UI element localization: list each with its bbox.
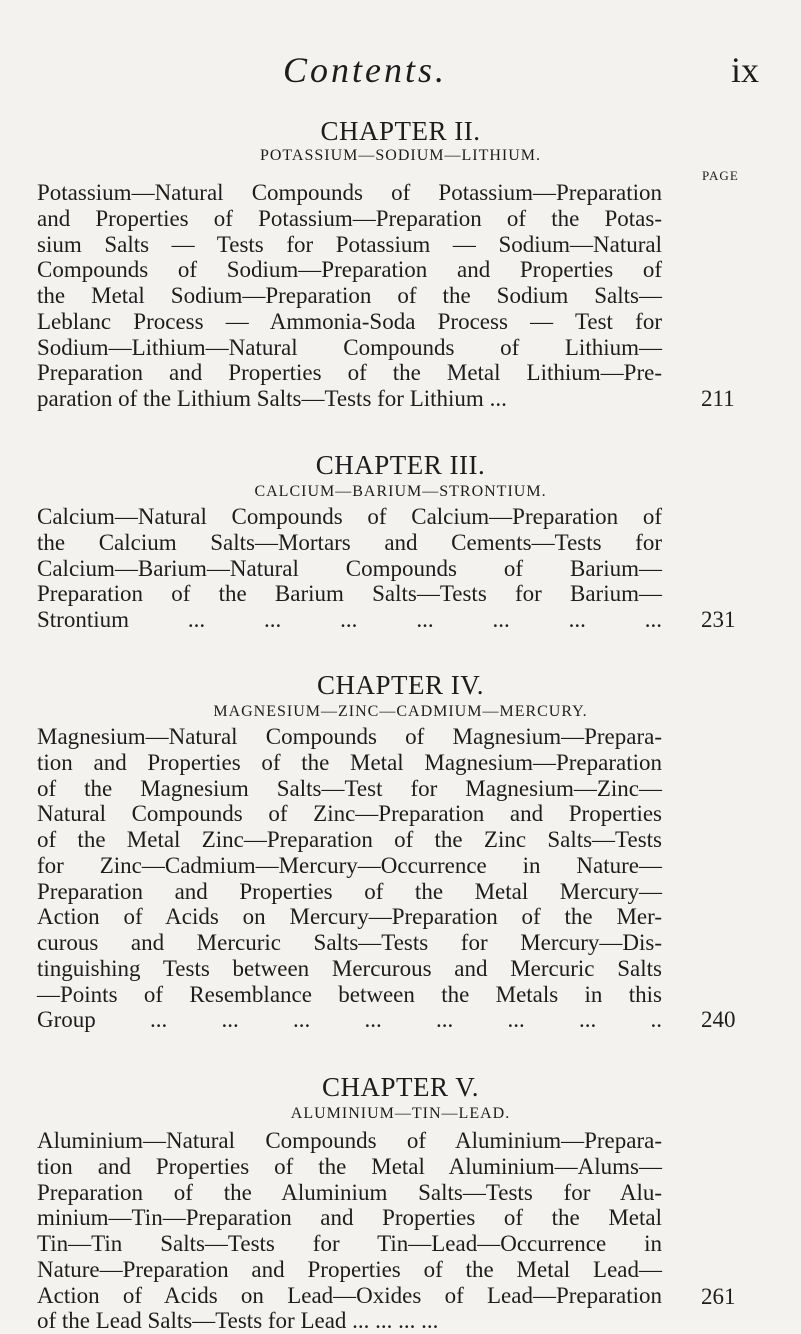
chapter-heading: CHAPTER II. <box>320 116 481 146</box>
chapter-heading: CHAPTER V. <box>321 1072 480 1102</box>
chapter-subheading: ALUMINIUM—TIN—LEAD. <box>290 1105 511 1122</box>
chapter-summary <box>37 504 662 633</box>
chapter-page-number: 261 <box>701 1284 736 1309</box>
summary-line: and Properties of Potassium—Preparation of the Potas- <box>37 205 662 231</box>
summary-line: of the Magnesium Salts—Test for Magnesium—Zinc— <box>37 775 662 801</box>
summary-line: Magnesium—Natural Compounds of Magnesium—Prepara- <box>37 724 662 749</box>
summary-line: Group ... ... ... ... ... ... ... .. <box>37 1007 662 1033</box>
summary-line: Natural Compounds of Zinc—Preparation and Properties <box>37 801 662 827</box>
summary-line: tinguishing Tests between Mercurous and Mercuric Salts <box>37 955 662 981</box>
summary-line: Calcium—Barium—Natural Compounds of Barium— <box>37 555 662 581</box>
chapter-subheading: CALCIUM—BARIUM—STRONTIUM. <box>254 483 547 500</box>
running-head-title: Contents. <box>283 50 448 90</box>
summary-line: Compounds of Sodium—Preparation and Properties of <box>37 257 662 283</box>
summary-line: Tin—Tin Salts—Tests for Tin—Lead—Occurrence in <box>37 1231 662 1256</box>
summary-line: of the Lead Salts—Tests for Lead ... ... ... ... <box>37 1308 439 1334</box>
chapter-heading: CHAPTER III. <box>315 450 486 480</box>
summary-line: Preparation of the Barium Salts—Tests for Barium— <box>37 581 662 607</box>
summary-line: —Points of Resemblance between the Metals in this <box>37 981 662 1007</box>
page-number: ix <box>731 50 760 90</box>
chapter-subheading: POTASSIUM—SODIUM—LITHIUM. <box>259 147 542 164</box>
chapter-heading: CHAPTER IV. <box>316 670 485 700</box>
summary-line: of the Metal Zinc—Preparation of the Zinc Salts—Tests <box>37 827 662 852</box>
summary-line: Aluminium—Natural Compounds of Aluminium—Prepara- <box>37 1128 662 1153</box>
summary-line: Leblanc Process — Ammonia-Soda Process — Test for <box>37 308 662 334</box>
summary-line: Preparation and Properties of the Metal Lithium—Pre- <box>37 360 662 386</box>
summary-line: Potassium—Natural Compounds of Potassium—Preparation <box>37 180 662 205</box>
chapter-summary <box>37 1128 662 1334</box>
summary-line: the Calcium Salts—Mortars and Cements—Tests for <box>37 529 662 555</box>
summary-line: paration of the Lithium Salts—Tests for Lithium ... <box>37 386 507 411</box>
summary-line: tion and Properties of the Metal Aluminium—Alums— <box>37 1153 662 1179</box>
summary-line: Sodium—Lithium—Natural Compounds of Lithium— <box>37 334 662 360</box>
summary-line: minium—Tin—Preparation and Properties of the Metal <box>37 1205 662 1231</box>
summary-line: Action of Acids on Mercury—Preparation of the Mer- <box>37 904 662 930</box>
summary-line: Strontium ... ... ... ... ... ... ... <box>37 607 662 632</box>
chapter-page-number: 240 <box>701 1007 736 1032</box>
summary-line: Preparation and Properties of the Metal Mercury— <box>37 878 662 904</box>
chapter-subheading: MAGNESIUM—ZINC—CADMIUM—MERCURY. <box>213 703 588 720</box>
running-head <box>0 52 801 102</box>
page-column-label: PAGE <box>702 168 739 183</box>
chapter-summary <box>37 180 662 412</box>
summary-line: tion and Properties of the Metal Magnesium—Preparation <box>37 749 662 775</box>
summary-line: for Zinc—Cadmium—Mercury—Occurrence in Nature— <box>37 852 662 878</box>
summary-line: Preparation of the Aluminium Salts—Tests for Alu- <box>37 1179 662 1205</box>
summary-line: Action of Acids on Lead—Oxides of Lead—Preparation <box>37 1282 662 1308</box>
summary-line: sium Salts — Tests for Potassium — Sodium—Natural <box>37 231 662 257</box>
chapter-summary <box>37 724 662 1033</box>
summary-line: the Metal Sodium—Preparation of the Sodium Salts— <box>37 283 662 308</box>
chapter-page-number: 211 <box>701 386 735 411</box>
summary-line: curous and Mercuric Salts—Tests for Mercury—Dis- <box>37 930 662 955</box>
chapter-page-number: 231 <box>701 607 736 632</box>
summary-line: Nature—Preparation and Properties of the Metal Lead— <box>37 1256 662 1282</box>
summary-line: Calcium—Natural Compounds of Calcium—Preparation of <box>37 504 662 529</box>
